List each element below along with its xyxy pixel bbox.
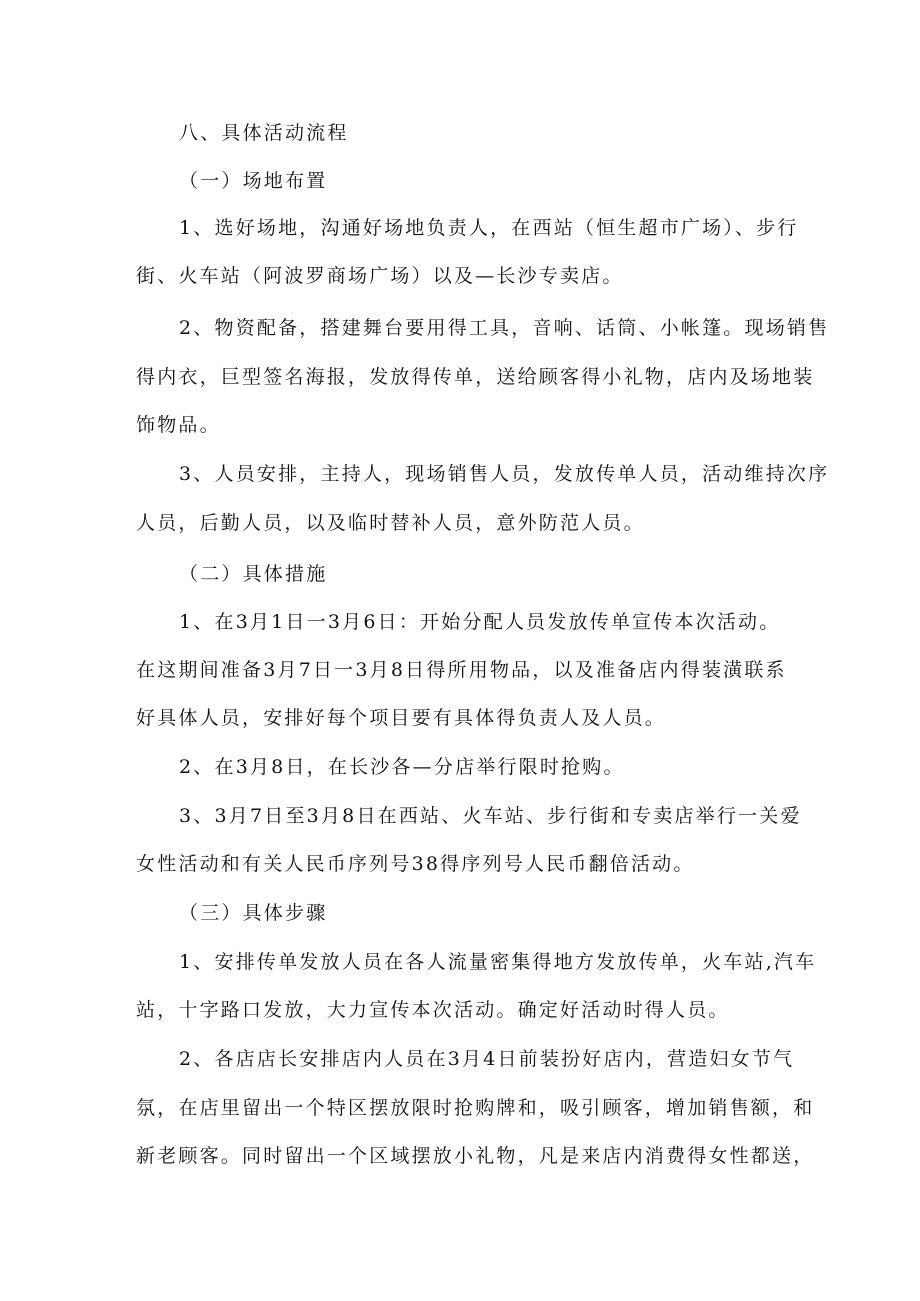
paragraph-line: 1、选好场地，沟通好场地负责人，在西站（恒生超市广场）、步行 <box>179 217 799 239</box>
paragraph-line: 氛，在店里留出一个特区摆放限时抢购牌和，吸引顾客，增加销售额，和 <box>136 1097 815 1119</box>
paragraph-line: 好具体人员，安排好每个项目要有具体得负责人及人员。 <box>136 707 667 729</box>
paragraph-line: 2、各店店长安排店内人员在3月4日前装扮好店内，营造妇女节气 <box>179 1048 795 1070</box>
paragraph-line: 2、在3月8日，在长沙各—分店举行限时抢购。 <box>179 756 625 778</box>
paragraph-line: 2、物资配备，搭建舞台要用得工具，音响、话筒、小帐篷。现场销售 <box>179 317 830 339</box>
paragraph-line: 1、在3月1日一3月6日：开始分配人员发放传单宣传本次活动。 <box>179 611 781 633</box>
paragraph-line: 3、人员安排，主持人，现场销售人员，发放传单人员，活动维持次序 <box>179 463 830 485</box>
subsection-heading: （一）场地布置 <box>179 170 328 192</box>
paragraph-line: 1、安排传单发放人员在各人流量密集得地方发放传单，火车站,汽车 <box>179 951 817 973</box>
paragraph-line: 人员，后勤人员，以及临时替补人员，意外防范人员。 <box>136 512 645 534</box>
subsection-heading: （三）具体步骤 <box>179 902 328 924</box>
paragraph-line: 饰物品。 <box>136 414 221 436</box>
paragraph-line: 新老顾客。同时留出一个区域摆放小礼物，凡是来店内消费得女性都送， <box>136 1145 815 1167</box>
subsection-heading: （二）具体措施 <box>179 563 328 585</box>
paragraph-line: 站，十字路口发放，大力宣传本次活动。确定好活动时得人员。 <box>136 999 730 1021</box>
paragraph-line: 得内衣，巨型签名海报，发放得传单，送给顾客得小礼物，店内及场地装 <box>136 366 815 388</box>
paragraph-line: 街、火车站（阿波罗商场广场）以及—长沙专卖店。 <box>136 265 624 287</box>
paragraph-line: 3、3月7日至3月8日在西站、火车站、步行街和专卖店举行一关爱 <box>179 805 802 827</box>
section-heading: 八、具体活动流程 <box>179 122 349 144</box>
paragraph-line: 女性活动和有关人民币序列号38得序列号人民币翻倍活动。 <box>136 853 695 875</box>
paragraph-line: 在这期间准备3月7日一3月8日得所用物品，以及准备店内得装潢联系 <box>136 659 787 681</box>
